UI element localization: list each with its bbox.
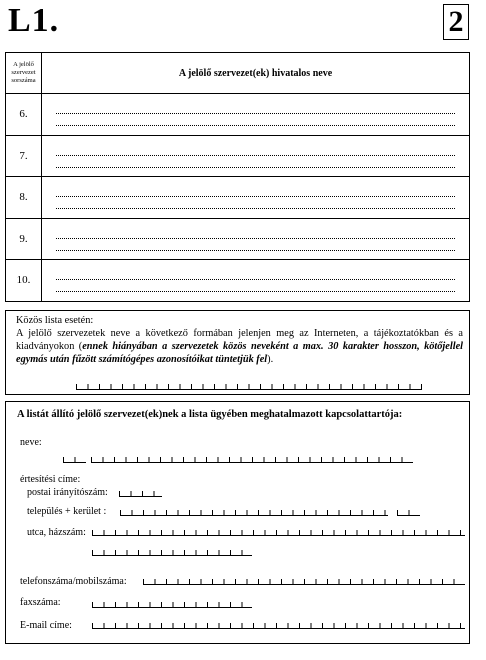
page-number: 2 xyxy=(443,4,469,40)
column-header-number: A jelölő szervezet sorszáma xyxy=(6,53,42,93)
row-number: 9. xyxy=(6,219,42,260)
name-label: neve: xyxy=(20,437,42,448)
representative-title-suffix: : xyxy=(398,409,403,420)
name-field-line[interactable] xyxy=(56,113,455,114)
name-field[interactable] xyxy=(91,457,413,463)
table-row xyxy=(6,219,469,261)
address-label: értesítési címe: xyxy=(20,474,81,485)
phone-label: telefonszáma/mobilszáma: xyxy=(20,576,127,587)
street-label: utca, házszám: xyxy=(27,527,86,538)
row-number: 8. xyxy=(6,177,42,218)
nominee-table xyxy=(5,52,470,302)
name-field-line[interactable] xyxy=(56,167,455,168)
email-label: E-mail címe: xyxy=(20,620,72,631)
joint-list-text xyxy=(16,327,463,366)
row-number: 7. xyxy=(6,136,42,177)
settlement-field[interactable] xyxy=(120,510,388,516)
table-row xyxy=(6,94,469,136)
name-field-line[interactable] xyxy=(56,155,455,156)
representative-title-text: A listát állító jelölő szervezet(ek)nek a lista ügyében meghatalmazott kapcsolattartója xyxy=(17,409,399,420)
name-field-line[interactable] xyxy=(56,238,455,239)
form-code: L1. xyxy=(8,2,60,39)
district-field[interactable] xyxy=(397,510,420,516)
name-field-line[interactable] xyxy=(56,208,455,209)
table-header xyxy=(6,53,469,94)
name-field-line[interactable] xyxy=(56,125,455,126)
name-field-line[interactable] xyxy=(56,279,455,280)
fax-label: faxszáma: xyxy=(20,597,61,608)
postal-code-field[interactable] xyxy=(119,491,162,497)
table-row xyxy=(6,177,469,219)
joint-list-name-field[interactable] xyxy=(76,384,422,390)
settlement-label: település + kerület : xyxy=(27,506,107,517)
name-title-field[interactable] xyxy=(63,457,86,463)
street-field[interactable] xyxy=(92,530,465,536)
joint-list-text-emphasis: ennek hiányában a szervezetek közös neveként a max. 30 karakter hosszon, kötőjellel egymás után fűzött számítógépes azonosítóikat tüntetjük fel xyxy=(16,341,464,365)
name-field-line[interactable] xyxy=(56,196,455,197)
name-field-line[interactable] xyxy=(56,250,455,251)
row-number: 6. xyxy=(6,94,42,135)
joint-list-text-end: ). xyxy=(267,354,274,365)
representative-title xyxy=(17,409,402,420)
joint-list-section xyxy=(5,310,470,395)
street-field-continued[interactable] xyxy=(92,550,252,556)
postal-code-label: postai irányítószám: xyxy=(27,487,108,498)
joint-list-text-plain: A jelölő szervezetek neve a következő formában jelenjen meg az Interneten, a tájékoztatókban és a kiadványokon ( xyxy=(16,328,463,352)
table-row xyxy=(6,260,469,302)
fax-field[interactable] xyxy=(92,602,252,608)
phone-field[interactable] xyxy=(143,579,465,585)
email-field[interactable] xyxy=(92,623,465,629)
table-row xyxy=(6,136,469,178)
row-number: 10. xyxy=(6,260,42,302)
name-field-line[interactable] xyxy=(56,291,455,292)
column-header-name: A jelölő szervezet(ek) hivatalos neve xyxy=(178,68,333,79)
joint-list-heading: Közös lista esetén: xyxy=(16,315,94,326)
